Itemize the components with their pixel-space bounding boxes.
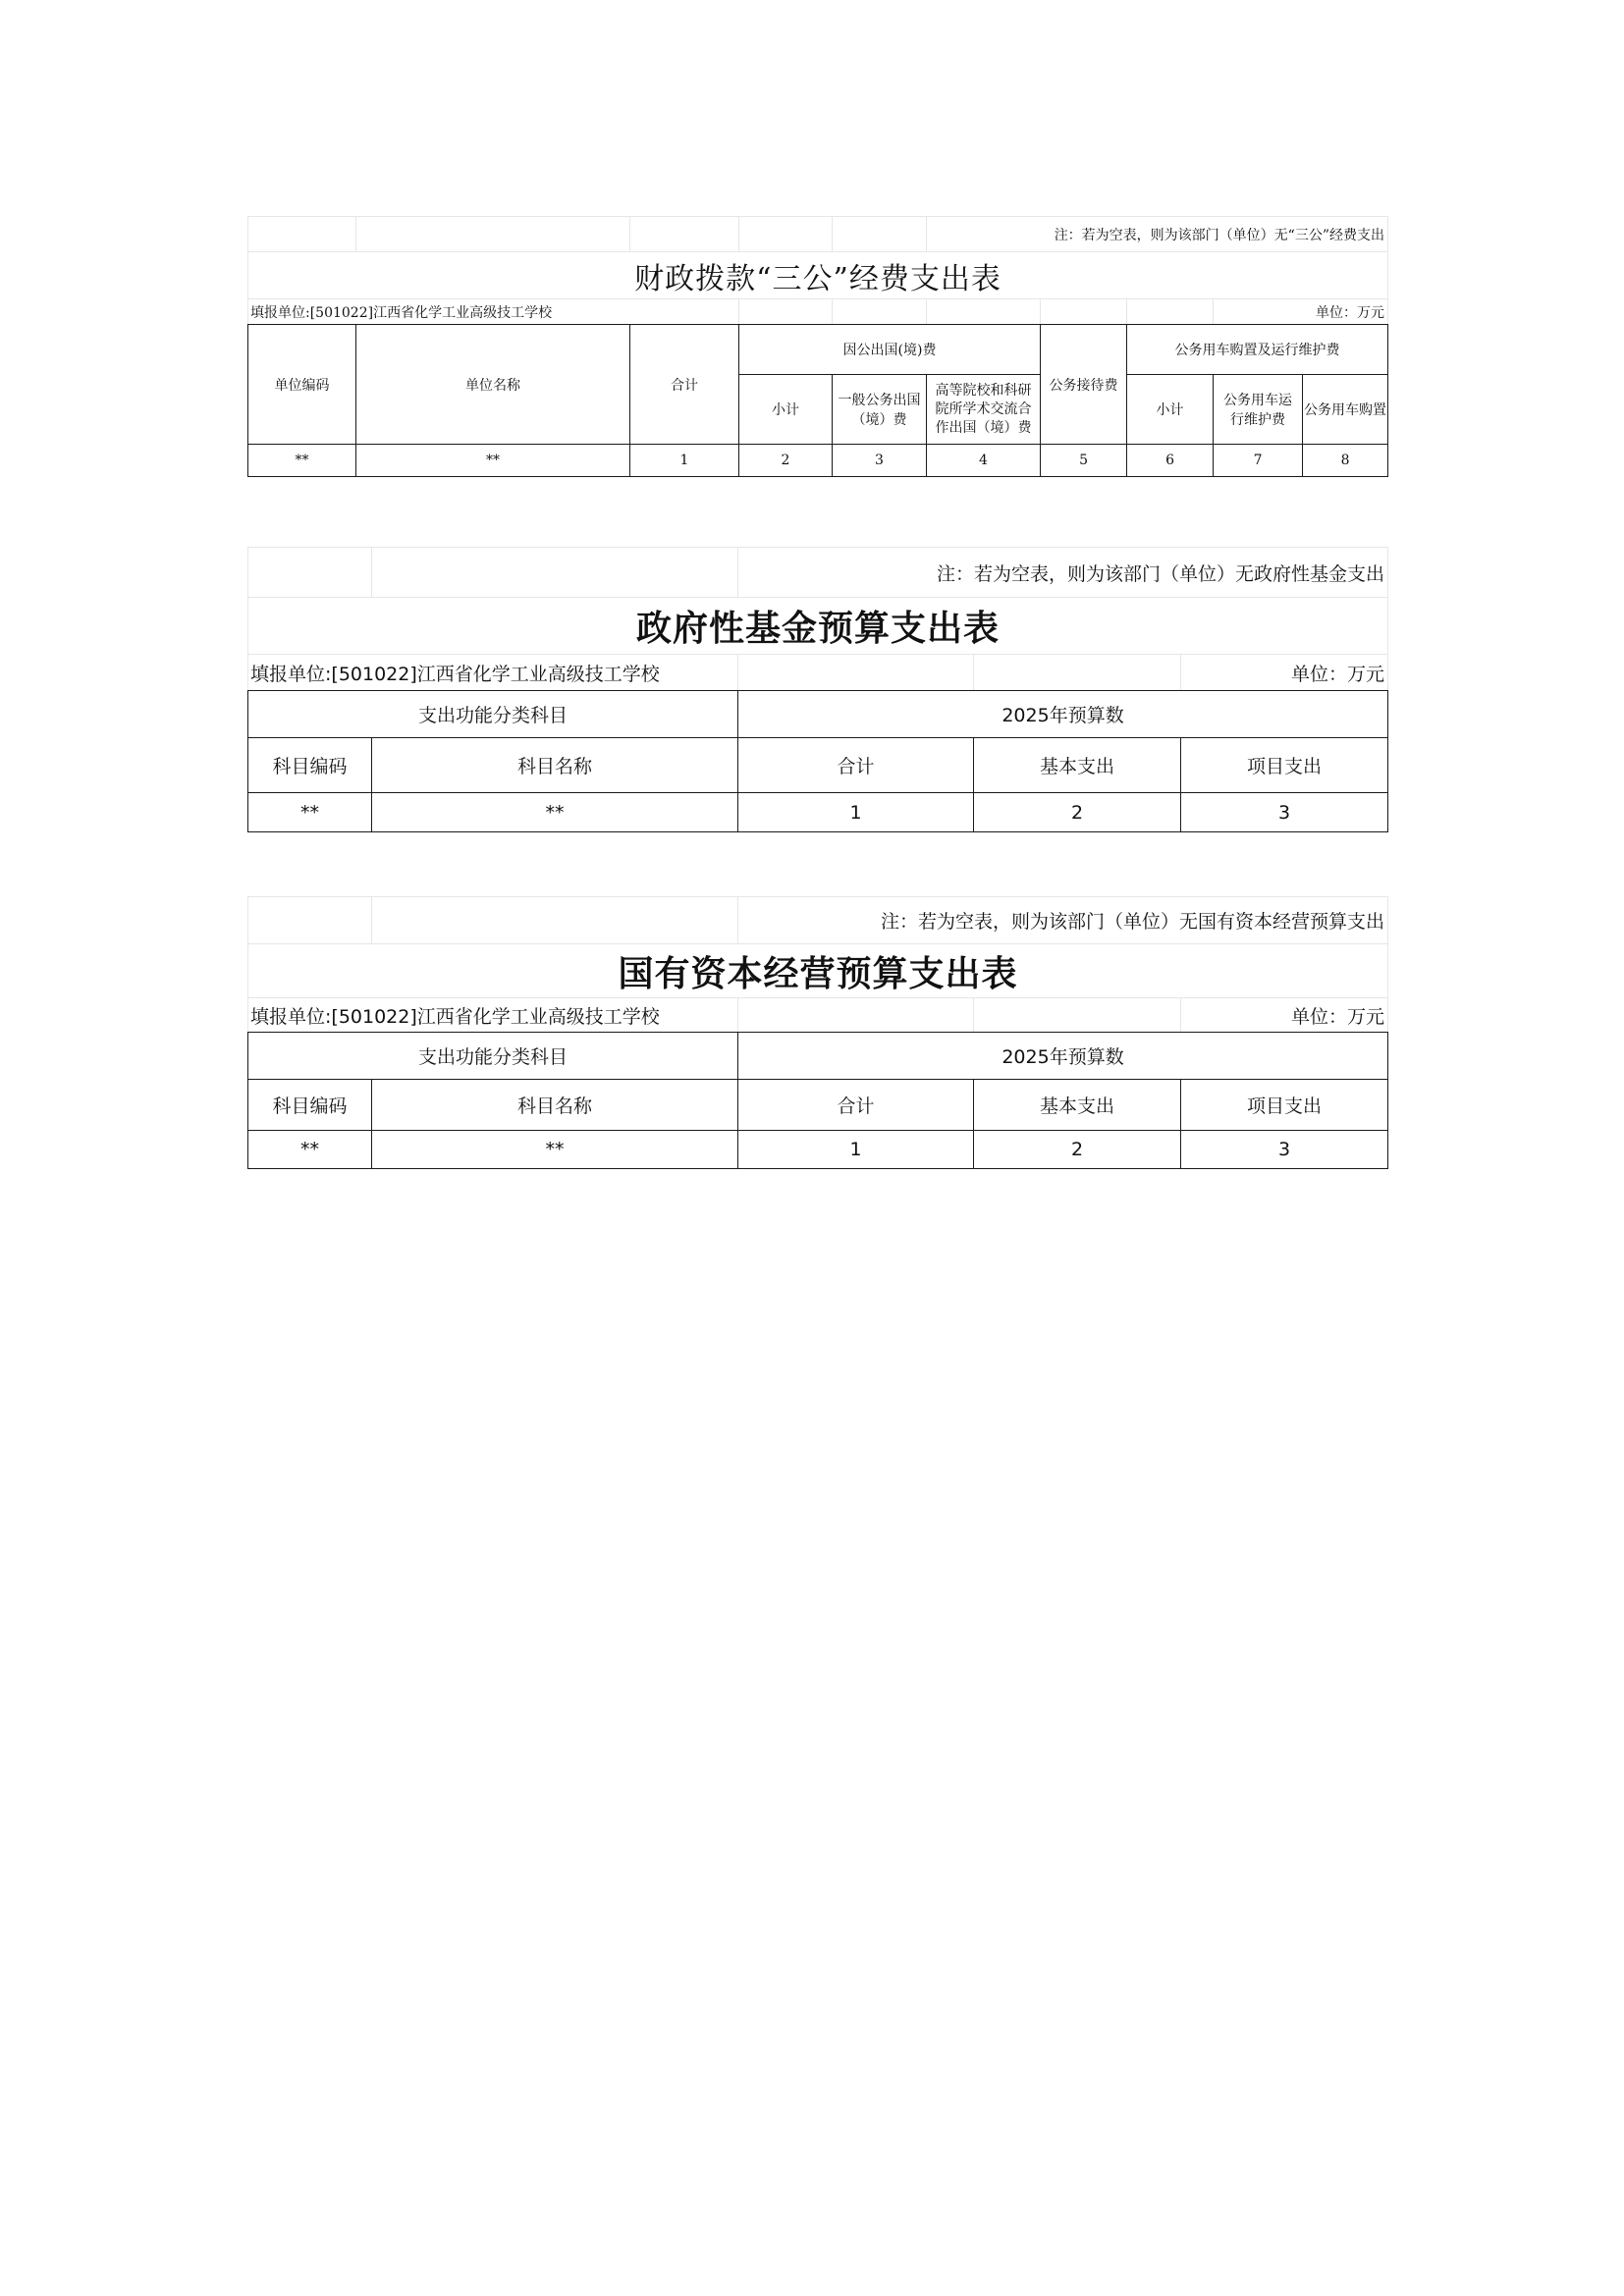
- blank-cell: [738, 655, 974, 691]
- empty-table-note: 注：若为空表，则为该部门（单位）无政府性基金支出: [738, 548, 1388, 598]
- index-cell: **: [372, 793, 738, 832]
- header-budget: 2025年预算数: [738, 691, 1388, 738]
- index-cell: 1: [738, 793, 974, 832]
- header-abroad-academic: 高等院校和科研院所学术交流合作出国（境）费: [927, 375, 1041, 445]
- unit-label: 单位：万元: [1181, 998, 1388, 1033]
- blank-cell: [372, 548, 738, 598]
- blank-cell: [372, 897, 738, 944]
- blank-cell: [630, 217, 739, 252]
- three-public-expense-sheet: [247, 216, 1387, 477]
- index-cell: 6: [1127, 445, 1214, 477]
- index-cell: 7: [1214, 445, 1303, 477]
- fill-unit-label: 填报单位:[501022]江西省化学工业高级技工学校: [248, 655, 738, 691]
- blank-cell: [1127, 299, 1214, 325]
- table-title: 财政拨款“三公”经费支出表: [248, 252, 1388, 299]
- header-abroad-general: 一般公务出国（境）费: [833, 375, 927, 445]
- index-cell: **: [248, 445, 356, 477]
- header-basic: 基本支出: [974, 738, 1181, 793]
- blank-cell: [927, 299, 1041, 325]
- index-cell: **: [356, 445, 630, 477]
- header-category: 支出功能分类科目: [248, 691, 738, 738]
- state-capital-sheet: [247, 896, 1387, 1169]
- header-vehicle-subtotal: 小计: [1127, 375, 1214, 445]
- index-cell: **: [248, 1131, 372, 1169]
- blank-cell: [739, 217, 833, 252]
- header-total: 合计: [630, 325, 739, 445]
- blank-cell: [248, 217, 356, 252]
- header-abroad-subtotal: 小计: [739, 375, 833, 445]
- index-cell: 1: [738, 1131, 974, 1169]
- header-code: 科目编码: [248, 1080, 372, 1131]
- index-cell: 5: [1041, 445, 1127, 477]
- blank-cell: [974, 998, 1181, 1033]
- header-unit-code: 单位编码: [248, 325, 356, 445]
- unit-label: 单位：万元: [1214, 299, 1388, 325]
- index-cell: 1: [630, 445, 739, 477]
- index-cell: **: [372, 1131, 738, 1169]
- header-total: 合计: [738, 738, 974, 793]
- blank-cell: [833, 217, 927, 252]
- unit-label: 单位：万元: [1181, 655, 1388, 691]
- index-cell: 2: [974, 1131, 1181, 1169]
- header-code: 科目编码: [248, 738, 372, 793]
- header-basic: 基本支出: [974, 1080, 1181, 1131]
- table-title: 国有资本经营预算支出表: [248, 944, 1388, 998]
- table-title: 政府性基金预算支出表: [248, 598, 1388, 655]
- index-cell: 3: [1181, 793, 1388, 832]
- blank-cell: [738, 998, 974, 1033]
- header-project: 项目支出: [1181, 738, 1388, 793]
- blank-cell: [739, 299, 833, 325]
- index-cell: 3: [833, 445, 927, 477]
- index-cell: **: [248, 793, 372, 832]
- empty-table-note: 注：若为空表，则为该部门（单位）无“三公”经费支出: [927, 217, 1388, 252]
- header-budget: 2025年预算数: [738, 1033, 1388, 1080]
- index-cell: 3: [1181, 1131, 1388, 1169]
- blank-cell: [974, 655, 1181, 691]
- fill-unit-label: 填报单位:[501022]江西省化学工业高级技工学校: [248, 998, 738, 1033]
- header-project: 项目支出: [1181, 1080, 1388, 1131]
- blank-cell: [1041, 299, 1127, 325]
- index-cell: 4: [927, 445, 1041, 477]
- header-category: 支出功能分类科目: [248, 1033, 738, 1080]
- header-reception: 公务接待费: [1041, 325, 1127, 445]
- index-cell: 8: [1303, 445, 1388, 477]
- index-cell: 2: [974, 793, 1181, 832]
- header-vehicle: 公务用车购置及运行维护费: [1127, 325, 1388, 375]
- header-total: 合计: [738, 1080, 974, 1131]
- header-vehicle-operation: 公务用车运行维护费: [1214, 375, 1303, 445]
- blank-cell: [248, 897, 372, 944]
- header-abroad: 因公出国(境)费: [739, 325, 1041, 375]
- fill-unit-label: 填报单位:[501022]江西省化学工业高级技工学校: [248, 299, 739, 325]
- header-vehicle-purchase: 公务用车购置: [1303, 375, 1388, 445]
- header-unit-name: 单位名称: [356, 325, 630, 445]
- blank-cell: [356, 217, 630, 252]
- header-name: 科目名称: [372, 1080, 738, 1131]
- government-fund-sheet: [247, 547, 1387, 832]
- empty-table-note: 注：若为空表，则为该部门（单位）无国有资本经营预算支出: [738, 897, 1388, 944]
- blank-cell: [833, 299, 927, 325]
- blank-cell: [248, 548, 372, 598]
- header-name: 科目名称: [372, 738, 738, 793]
- index-cell: 2: [739, 445, 833, 477]
